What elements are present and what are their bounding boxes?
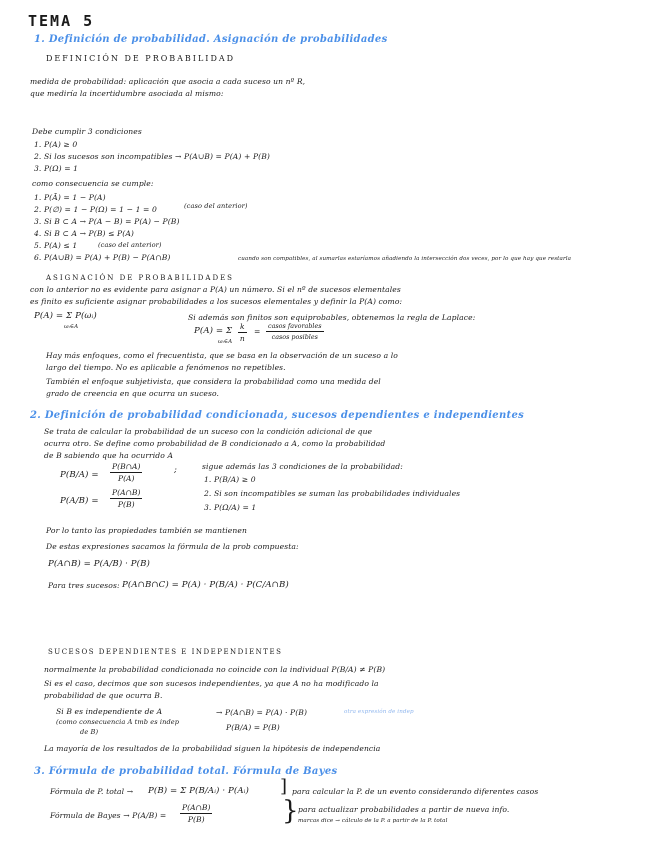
consequence-6-note: cuando son compatibles, al sumarlas estaríamos añadiendo la intersección dos veces, por lo que hay que restarla — [238, 256, 572, 262]
laplace-lhs: P(A) = Σ — [194, 326, 233, 336]
frequentist-line-1: Hay más enfoques, como el frecuentista, que se basa en la observación de un suceso a lo — [46, 351, 398, 360]
bayes-label: Fórmula de Bayes → P(A/B) = — [50, 811, 167, 820]
bayes-denominator: P(B) — [187, 815, 205, 824]
consequence-1: 1. P(Ā) = 1 − P(A) — [34, 193, 106, 202]
formula-2-denominator: P(B) — [117, 500, 135, 509]
section2-line-1: Se trata de calcular la probabilidad de un suceso con la condición adicional de que — [44, 427, 373, 436]
consequence-note-2: (caso del anterior) — [98, 241, 162, 249]
independence-condition-1: Si B es independiente de A — [56, 707, 163, 716]
laplace-favorable: casos favorables — [268, 322, 322, 330]
consequence-6: 6. P(A∪B) = P(A) + P(B) − P(A∩B) — [34, 253, 171, 262]
conditions-title: Debe cumplir 3 condiciones — [32, 127, 142, 136]
consequence-3: 3. Si B ⊂ A → P(A − B) = P(A) − P(B) — [34, 217, 180, 226]
intro-line-2: que mediría la incertidumbre asociada al mismo: — [30, 89, 224, 98]
total-prob-note: para calcular la P. de un evento considerando diferentes casos — [292, 787, 539, 796]
independence-condition-3: de B) — [80, 728, 99, 736]
independence-blue-note: otra expresión de indep — [344, 709, 414, 715]
three-events-label: Para tres sucesos: — [48, 581, 120, 590]
condition-3: 3. P(Ω) = 1 — [34, 164, 79, 173]
conditional-properties-title: sigue además las 3 condiciones de la probabilidad: — [202, 462, 403, 471]
independence-subheading: SUCESOS DEPENDIENTES E INDEPENDIENTES — [48, 648, 283, 656]
laplace-possible: casos posibles — [271, 333, 318, 341]
total-prob-label: Fórmula de P. total → — [50, 787, 134, 796]
compound-line: De estas expresiones sacamos la fórmula de la prob compuesta: — [46, 542, 299, 551]
bayes-note-2: marcas dice → cálculo de la P. a partir de la P. total — [298, 818, 448, 824]
conditional-property-3: 3. P(Ω/A) = 1 — [204, 503, 257, 512]
independence-line-1: normalmente la probabilidad condicionada no coincide con la individual P(B/A) ≠ P(B) — [44, 665, 386, 674]
definition-subheading: DEFINICIÓN DE PROBABILIDAD — [46, 54, 236, 63]
section2-line-2: ocurra otro. Se define como probabilidad de B condicionado a A, como la probabilidad — [44, 439, 386, 448]
bayes-brace: } — [282, 796, 299, 826]
total-prob-brace: ] — [280, 776, 288, 797]
majority-line: La mayoría de los resultados de la probabilidad siguen la hipótesis de independencia — [44, 744, 381, 753]
condition-2: 2. Si los sucesos son incompatibles → P(A∪B) = P(A) + P(B) — [34, 152, 270, 161]
formula-2-numerator: P(A∩B) — [112, 488, 141, 497]
formula-1-denominator: P(A) — [117, 474, 135, 483]
independence-line-3: probabilidad de que ocurra B. — [44, 691, 163, 700]
section3-heading: 3. Fórmula de probabilidad total. Fórmula de Bayes — [34, 766, 338, 777]
formula-1-numerator: P(B∩A) — [112, 462, 141, 471]
page-title: TEMA 5 — [28, 12, 95, 30]
assign-line-2: es finito es suficiente asignar probabilidades a los sucesos elementales y definir la P(A) como: — [30, 297, 403, 306]
consequence-title: como consecuencia se cumple: — [32, 179, 154, 188]
laplace-subscript: ωᵢ∈A — [218, 339, 233, 345]
section1-heading: 1. Definición de probabilidad. Asignación de probabilidades — [34, 34, 388, 45]
assignment-subheading: ASIGNACIÓN DE PROBABILIDADES — [46, 274, 234, 282]
section2-heading: 2. Definición de probabilidad condicionada, sucesos dependientes e independientes — [30, 410, 525, 421]
laplace-cases-fraction — [266, 322, 324, 341]
bayes-numerator: P(A∩B) — [182, 803, 211, 812]
condition-1: 1. P(A) ≥ 0 — [34, 140, 78, 149]
conditional-formula-1-fraction — [110, 462, 142, 483]
sum-formula-subscript: ωᵢ∈A — [64, 324, 79, 330]
consequence-5: 5. P(A) ≤ 1 — [34, 241, 78, 250]
independence-line-2: Si es el caso, decimos que son sucesos independientes, ya que A no ha modificado la — [44, 679, 379, 688]
frequentist-line-2: largo del tiempo. No es aplicable a fenómenos no repetibles. — [46, 363, 286, 372]
subjective-line-1: También el enfoque subjetivista, que considera la probabilidad como una medida del — [46, 377, 381, 386]
conditional-formula-2-lhs: P(A/B) = — [60, 496, 99, 506]
independence-condition-2: (como consecuencia A tmb es indep — [56, 718, 180, 726]
laplace-n: n — [239, 334, 245, 343]
conditional-formula-2-fraction — [110, 488, 142, 509]
sum-formula: P(A) = Σ P(ωᵢ) — [34, 311, 97, 321]
assign-line-1: con lo anterior no es evidente para asignar a P(A) un número. Si el nº de sucesos elementales — [30, 285, 401, 294]
intro-line-1: medida de probabilidad: aplicación que asocia a cada suceso un nº R, — [30, 77, 306, 86]
subjective-line-2: grado de creencia en que ocurra un suceso. — [46, 389, 220, 398]
conditional-property-1: 1. P(B/A) ≥ 0 — [204, 475, 256, 484]
independence-result-2: P(B/A) = P(B) — [226, 723, 280, 732]
laplace-intro: Si además son finitos son equiprobables, obtenemos la regla de Laplace: — [188, 313, 476, 322]
consequence-4: 4. Si B ⊂ A → P(B) ≤ P(A) — [34, 229, 134, 238]
properties-line: Por lo tanto las propiedades también se mantienen — [46, 526, 247, 535]
independence-result-1: → P(A∩B) = P(A) · P(B) — [216, 708, 308, 717]
conditional-property-2: 2. Si son incompatibles se suman las probabilidades individuales — [204, 489, 461, 498]
consequence-2: 2. P(∅) = 1 − P(Ω) = 1 − 1 = 0 — [34, 205, 157, 214]
laplace-equals: = — [254, 327, 261, 336]
compound-formula: P(A∩B) = P(A/B) · P(B) — [48, 559, 150, 569]
section2-line-3: de B sabiendo que ha ocurrido A — [44, 451, 174, 460]
conditional-formula-1-lhs: P(B/A) = — [60, 470, 99, 480]
laplace-k: k — [240, 322, 245, 331]
consequence-note-1: (caso del anterior) — [184, 202, 248, 210]
total-prob-formula: P(B) = Σ P(B/Aᵢ) · P(Aᵢ) — [148, 786, 249, 796]
formula-separator: ; — [174, 465, 177, 475]
three-events-formula: P(A∩B∩C) = P(A) · P(B/A) · P(C/A∩B) — [122, 580, 289, 590]
bayes-note-1: para actualizar probabilidades a partir de nueva info. — [298, 805, 510, 814]
bayes-fraction — [180, 803, 212, 824]
laplace-k-over-n — [238, 322, 247, 343]
